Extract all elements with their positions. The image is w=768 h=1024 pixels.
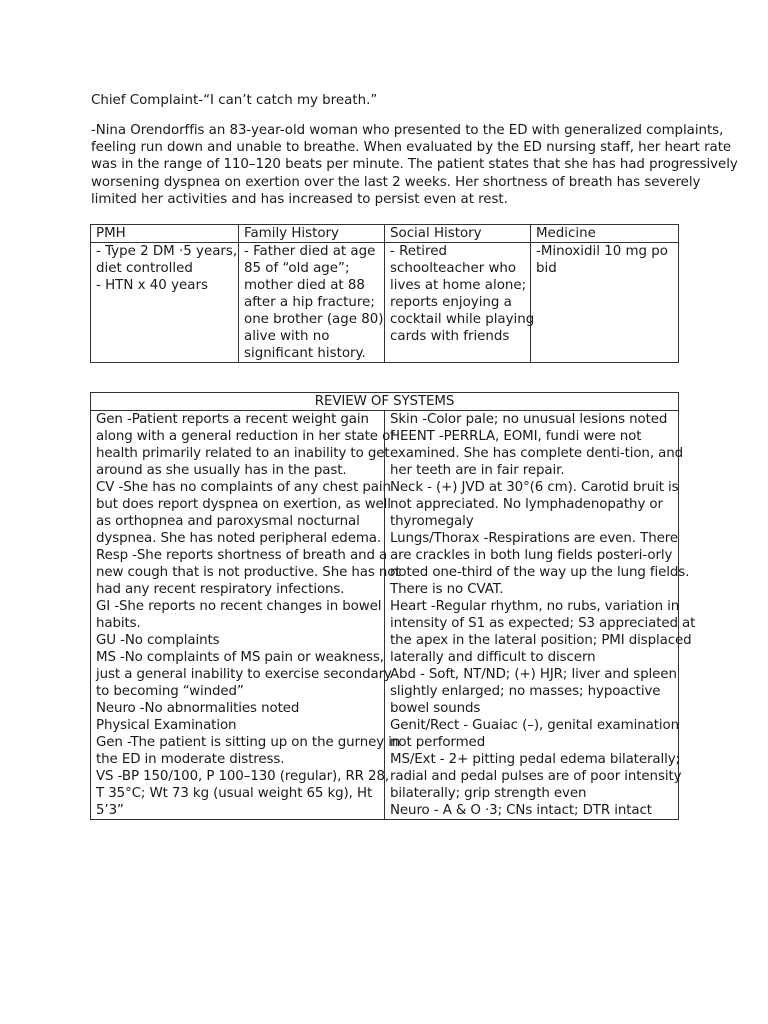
ros-right-line: the apex in the lateral position; PMI displaced [390, 633, 692, 648]
review-of-systems-table [90, 392, 696, 820]
ros-right-line: examined. She has complete denti-tion, and [390, 446, 684, 461]
family-line: 85 of “old age”; [244, 261, 350, 276]
ros-left-line: Resp -She reports shortness of breath and a [96, 548, 388, 563]
ros-right-line: thyromegaly [390, 514, 474, 529]
ros-right-line: HEENT -PERRLA, EOMI, fundi were not [390, 429, 642, 444]
ros-right-line: Genit/Rect - Guaiac (–), genital examination [390, 718, 679, 733]
family-line: - Father died at age [244, 244, 376, 259]
social-line: schoolteacher who [390, 261, 517, 276]
intro-line: was in the range of 110–120 beats per minute. The patient states that she has had progressively [91, 157, 738, 173]
ros-left-line: Gen -The patient is sitting up on the gurney in [96, 735, 401, 750]
ros-left-line: but does report dyspnea on exertion, as well [96, 497, 391, 512]
pmh-line: diet controlled [96, 261, 193, 276]
ros-left-line: health primarily related to an inability to get [96, 446, 390, 461]
ros-body-row [91, 411, 679, 820]
intro-line: -Nina Orendorffis an 83-year-old woman who presented to the ED with generalized complaints, [91, 123, 724, 138]
ros-right-line: Neuro - A & O ·3; CNs intact; DTR intact [390, 803, 652, 818]
ros-right-column [385, 411, 696, 820]
ros-right-line: radial and pedal pulses are of poor intensity [390, 769, 682, 784]
ros-title: REVIEW OF SYSTEMS [91, 393, 679, 411]
social-history-cell [385, 243, 535, 363]
ros-right-line: Neck - (+) JVD at 30°(6 cm). Carotid bruit is [390, 480, 679, 495]
pmh-line: - Type 2 DM ·5 years, [96, 244, 238, 259]
ros-right-line: bilaterally; grip strength even [390, 786, 587, 801]
family-history-cell [239, 243, 385, 363]
ros-left-column [91, 411, 401, 820]
social-line: reports enjoying a [390, 295, 512, 310]
ros-title-row [91, 393, 679, 411]
family-line: mother died at 88 [244, 278, 365, 293]
ros-left-line: 5’3” [96, 803, 124, 818]
ros-left-line: MS -No complaints of MS pain or weakness, [96, 650, 384, 665]
ros-left-line: along with a general reduction in her state of [96, 429, 395, 444]
pmh-header: PMH [91, 225, 239, 243]
ros-right-line: her teeth are in fair repair. [390, 463, 565, 478]
history-body-row [91, 243, 679, 363]
intro-line: limited her activities and has increased to persist even at rest. [91, 191, 508, 207]
social-line: cocktail while playing [390, 312, 535, 327]
ros-left-line: around as she usually has in the past. [96, 463, 347, 478]
ros-left-line: the ED in moderate distress. [96, 752, 285, 767]
family-line: after a hip fracture; [244, 295, 375, 310]
history-table [90, 224, 679, 363]
ros-left-line: VS -BP 150/100, P 100–130 (regular), RR 28, [96, 769, 390, 784]
ros-left-line: Gen -Patient reports a recent weight gain [96, 412, 369, 427]
ros-right-line: not appreciated. No lymphadenopathy or [390, 497, 663, 512]
ros-left-line: Physical Examination [96, 718, 237, 733]
ros-left-line: dyspnea. She has noted peripheral edema. [96, 531, 382, 546]
ros-right-line: slightly enlarged; no masses; hypoactive [390, 684, 661, 699]
social-line: cards with friends [390, 329, 510, 344]
ros-right-line: noted one-third of the way up the lung fields. [390, 565, 690, 580]
chief-complaint: Chief Complaint-“I can’t catch my breath.” [91, 93, 378, 108]
ros-left-line: GU -No complaints [96, 633, 220, 648]
ros-right-line: not performed [390, 735, 486, 750]
ros-left-line: habits. [96, 616, 141, 631]
pmh-cell [91, 243, 239, 363]
ros-left-line: Neuro -No abnormalities noted [96, 701, 300, 716]
medicine-line: -Minoxidil 10 mg po [536, 244, 669, 259]
history-header-row [91, 225, 679, 243]
ros-right-line: Abd - Soft, NT/ND; (+) HJR; liver and spleen [390, 667, 677, 682]
ros-right-line: There is no CVAT. [390, 582, 504, 597]
medicine-cell [531, 243, 679, 363]
pmh-line: - HTN x 40 years [96, 278, 208, 293]
intro-line: feeling run down and unable to breathe. When evaluated by the ED nursing staff, her heart rate [91, 140, 732, 156]
ros-left-line: CV -She has no complaints of any chest pain [96, 480, 391, 495]
family-line: alive with no [244, 329, 330, 344]
ros-left-line: as orthopnea and paroxysmal nocturnal [96, 514, 360, 529]
ros-right-line: laterally and difficult to discern [390, 650, 596, 665]
ros-right-line: MS/Ext - 2+ pitting pedal edema bilaterally; [390, 752, 680, 767]
ros-left-line: GI -She reports no recent changes in bowel [96, 599, 382, 614]
social-line: - Retired [390, 244, 447, 259]
medicine-line: bid [536, 261, 557, 276]
ros-left-line: T 35°C; Wt 73 kg (usual weight 65 kg), Ht [96, 786, 373, 801]
ros-right-line: Lungs/Thorax -Respirations are even. There [390, 531, 678, 546]
family-line: one brother (age 80) [244, 312, 384, 327]
ros-left-line: new cough that is not productive. She has not [96, 565, 401, 580]
ros-left-line: just a general inability to exercise secondary [96, 667, 392, 682]
ros-right-line: bowel sounds [390, 701, 481, 716]
ros-left-line: had any recent respiratory infections. [96, 582, 345, 597]
social-line: lives at home alone; [390, 278, 527, 293]
family-line: significant history. [244, 346, 366, 361]
ros-right-line: intensity of S1 as expected; S3 appreciated at [390, 616, 696, 631]
patient-intro [91, 122, 738, 208]
medicine-header: Medicine [531, 225, 679, 243]
social-history-header: Social History [385, 225, 531, 243]
ros-right-line: Skin -Color pale; no unusual lesions noted [390, 412, 668, 427]
ros-right-line: are crackles in both lung fields posteri-orly [390, 548, 673, 563]
family-history-header: Family History [239, 225, 385, 243]
intro-line: worsening dyspnea on exertion over the last 2 weeks. Her shortness of breath has severely [91, 174, 701, 190]
ros-right-line: Heart -Regular rhythm, no rubs, variation in [390, 599, 680, 614]
ros-left-line: to becoming “winded” [96, 684, 244, 699]
